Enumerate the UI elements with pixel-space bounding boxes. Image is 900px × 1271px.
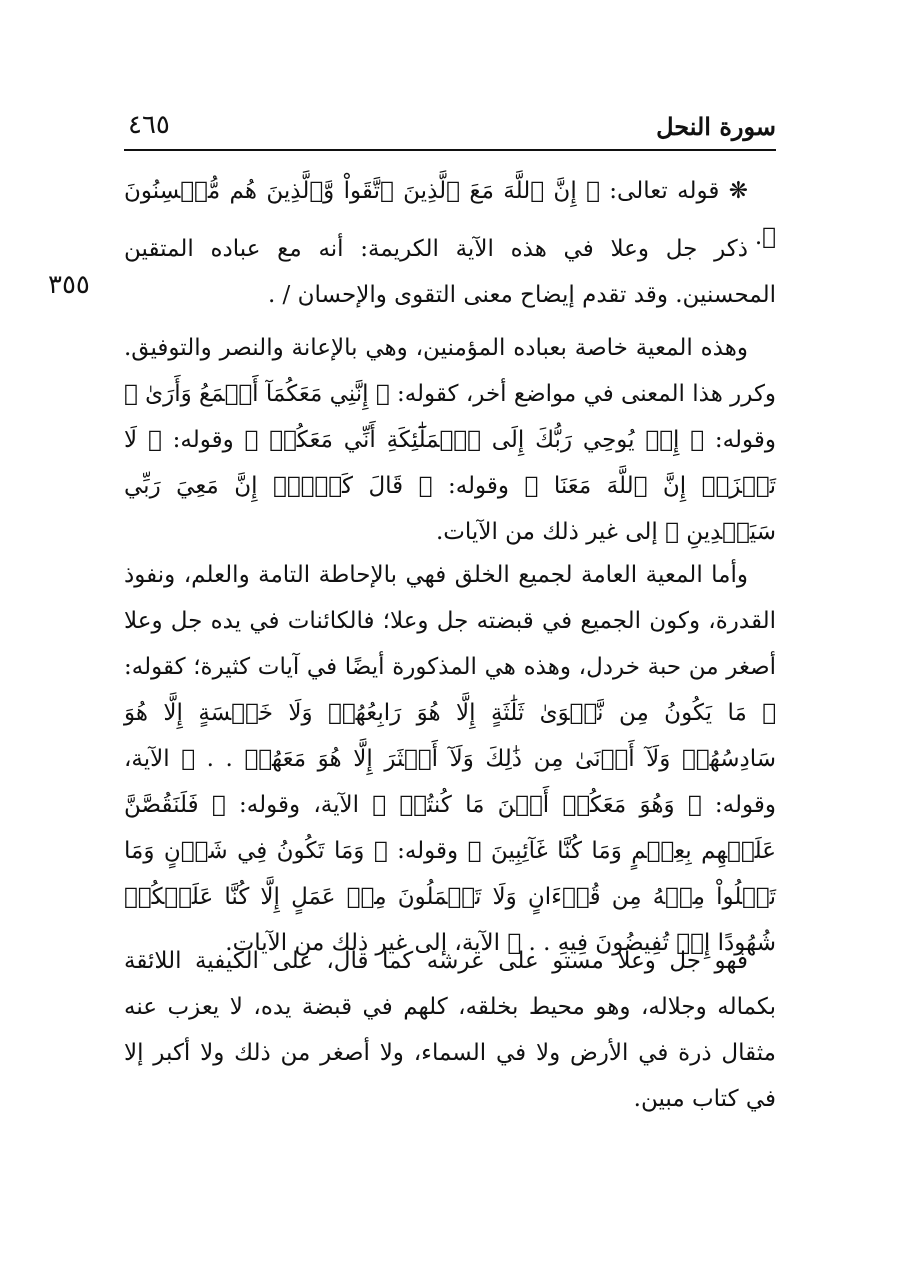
header-rule: [124, 149, 776, 151]
page-number: ٤٦٥: [128, 110, 170, 140]
commentary-block-4: [124, 938, 776, 1122]
commentary-block-1: [124, 226, 776, 318]
surah-title: سورة النحل: [656, 112, 776, 141]
margin-page-reference: ٣٥٥: [48, 270, 90, 300]
commentary-block-2: [124, 325, 776, 555]
paragraph-2: ذكر جل وعلا في هذه الآية الكريمة: أنه مع عباده المتقين المحسنين. وقد تقدم إيضاح معنى التقوى والإحسان / .: [124, 236, 776, 308]
paragraph-3: وهذه المعية خاصة بعباده المؤمنين، وهي بالإعانة والنصر والتوفيق. وكرر هذا المعنى في مواضع أخر، كقوله: ﴿ إِنَّنِي مَعَكُمَآ أَسۡمَعُ وَأَرَىٰ ﴾ وقوله: ﴿ إِذۡ يُوحِي رَبُّكَ إِلَى ٱلۡمَلَٰٓئِكَةِ أَنِّي مَعَكُمۡ ﴾ وقوله: ﴿ لَا تَحۡزَنۡ إِنَّ ٱللَّهَ مَعَنَا ﴾ وقوله: ﴿ قَالَ كَلَّآۖ إِنَّ مَعِيَ رَبِّي سَيَهۡدِينِ ﴾ إلى غير ذلك من الآيات.: [124, 335, 776, 545]
paragraph-4: وأما المعية العامة لجميع الخلق فهي بالإحاطة التامة والعلم، ونفوذ القدرة، وكون الجميع في قبضته جل وعلا؛ فالكائنات في يده جل وعلا أصغر من حبة خردل، وهذه هي المذكورة أيضًا في آيات كثيرة؛ كقوله: ﴿ مَا يَكُونُ مِن نَّجۡوَىٰ ثَلَٰثَةٍ إِلَّا هُوَ رَابِعُهُمۡ وَلَا خَمۡسَةٍ إِلَّا هُوَ سَادِسُهُمۡ وَلَآ أَدۡنَىٰ مِن ذَٰلِكَ وَلَآ أَكۡثَرَ إِلَّا هُوَ مَعَهُمۡ . . ﴾ الآية، وقوله: ﴿ وَهُوَ مَعَكُمۡ أَيۡنَ مَا كُنتُمۡ ﴾ الآية، وقوله: ﴿ فَلَنَقُصَّنَّ عَلَيۡهِم بِعِلۡمٍ وَمَا كُنَّا غَآئِبِينَ ﴾ وقوله: ﴿ وَمَا تَكُونُ فِي شَأۡنٍ وَمَا تَتۡلُواْ مِنۡهُ مِن قُرۡءَانٍ وَلَا تَعۡمَلُونَ مِنۡ عَمَلٍ إِلَّا كُنَّا عَلَيۡكُمۡ شُهُودًا إِذۡ تُفِيضُونَ فِيهِ . . ﴾ الآية، إلى غير ذلك من الآيات.: [124, 562, 776, 956]
paragraph-1: ❋ قوله تعالى: ﴿ إِنَّ ٱللَّهَ مَعَ ٱلَّذِينَ ٱتَّقَواْ وَّٱلَّذِينَ هُم مُّحۡسِنُونَ ﴾.: [124, 178, 776, 250]
commentary-block-3: [124, 552, 776, 966]
paragraph-5: فهو جل وعلا مستو على عرشه كما قال، على الكيفية اللائقة بكماله وجلاله، وهو محيط بخلقه، كلهم في قبضة يده، لا يعزب عنه مثقال ذرة في الأرض ولا في السماء، ولا أصغر من ذلك ولا أكبر إلا في كتاب مبين.: [124, 948, 776, 1112]
page-header: [124, 106, 776, 148]
